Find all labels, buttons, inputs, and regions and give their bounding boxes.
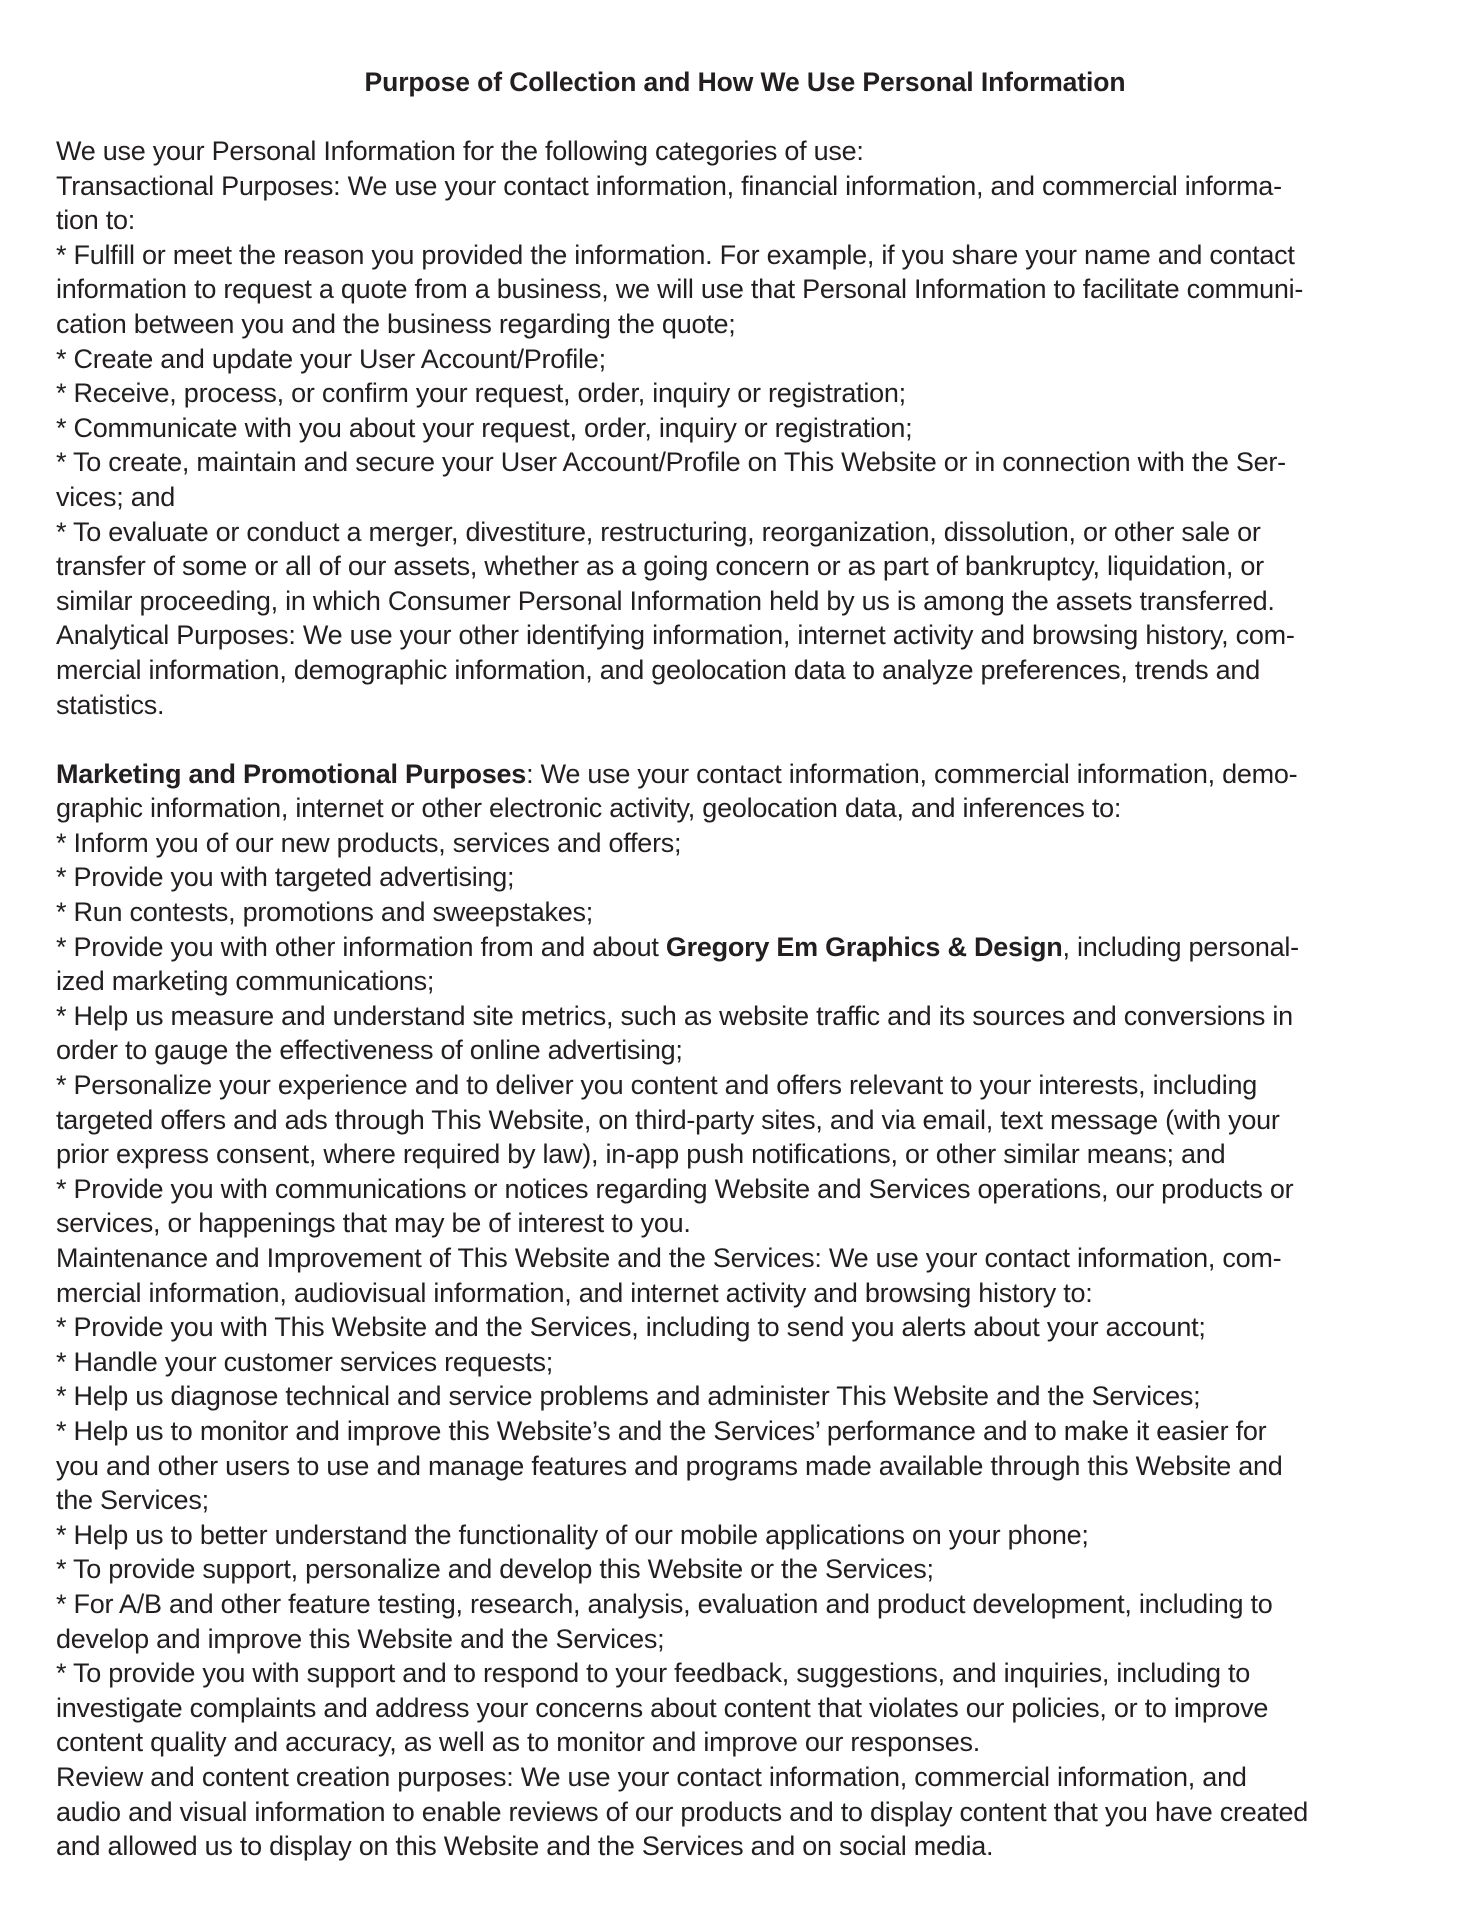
- text-line: mercial information, demographic information, and geolocation data to analyze preferences, trends and: [56, 654, 1260, 685]
- marketing-heading: Marketing and Promotional Purposes: [56, 758, 527, 789]
- text-line: Transactional Purposes: We use your contact information, financial information, and commercial informa-: [56, 170, 1282, 201]
- bullet-line: * Personalize your experience and to deliver you content and offers relevant to your interests, including: [56, 1070, 1257, 1101]
- bullet-line: * To create, maintain and secure your User Account/Profile on This Website or in connection with the Ser-: [56, 447, 1286, 478]
- text-line: tion to:: [56, 205, 136, 236]
- text-line: services, or happenings that may be of interest to you.: [56, 1208, 691, 1239]
- text-line: mercial information, audiovisual information, and internet activity and browsing history to:: [56, 1277, 1093, 1308]
- bullet-text: * Provide you with other information from and about: [56, 931, 666, 962]
- text-line: graphic information, internet or other electronic activity, geolocation data, and inferences to:: [56, 793, 1122, 824]
- bullet-line: * Help us measure and understand site metrics, such as website traffic and its sources and conversions in: [56, 1000, 1293, 1031]
- bullet-line: * Provide you with targeted advertising;: [56, 862, 515, 893]
- text-line: investigate complaints and address your concerns about content that violates our policies, or to improve: [56, 1692, 1269, 1723]
- text-line: information to request a quote from a business, we will use that Personal Information to facilitate communi-: [56, 274, 1304, 305]
- text-line: statistics.: [56, 689, 165, 720]
- bullet-line: * Fulfill or meet the reason you provided the information. For example, if you share your name and contact: [56, 239, 1295, 270]
- marketing-heading-line: [56, 757, 1434, 792]
- bullet-line: * To evaluate or conduct a merger, divestiture, restructuring, reorganization, dissolution, or other sale or: [56, 516, 1261, 547]
- bullet-line: * Create and update your User Account/Profile;: [56, 343, 606, 374]
- bullet-line: * Help us to monitor and improve this Website’s and the Services’ performance and to make it easier for: [56, 1415, 1267, 1446]
- bullet-line: * To provide you with support and to respond to your feedback, suggestions, and inquiries, including to: [56, 1658, 1251, 1689]
- text-line: vices; and: [56, 481, 176, 512]
- text-line: you and other users to use and manage features and programs made available through this Website and: [56, 1450, 1283, 1481]
- text-line: similar proceeding, in which Consumer Personal Information held by us is among the assets transferred.: [56, 585, 1275, 616]
- text-line: audio and visual information to enable reviews of our products and to display content that you have created: [56, 1796, 1309, 1827]
- text-line: targeted offers and ads through This Website, on third-party sites, and via email, text message (with your: [56, 1104, 1280, 1135]
- bullet-line: * For A/B and other feature testing, research, analysis, evaluation and product development, including to: [56, 1588, 1273, 1619]
- text-line: We use your Personal Information for the following categories of use:: [56, 136, 864, 166]
- document-body: [56, 134, 1434, 1864]
- section-marketing: [56, 757, 1434, 999]
- text-line: Review and content creation purposes: We use your contact information, commercial information, and: [56, 1761, 1247, 1792]
- document-page: [56, 64, 1434, 1864]
- text-line: Analytical Purposes: We use your other identifying information, internet activity and browsing history, com-: [56, 620, 1295, 651]
- bullet-line: * Run contests, promotions and sweepstakes;: [56, 897, 594, 928]
- text-line: transfer of some or all of our assets, whether as a going concern or as part of bankruptcy, liquidation, or: [56, 551, 1264, 582]
- text-line: ized marketing communications;: [56, 966, 435, 997]
- company-name: Gregory Em Graphics & Design: [665, 931, 1063, 962]
- text-line: cation between you and the business regarding the quote;: [56, 308, 736, 339]
- text-line: prior express consent, where required by law), in-app push notifications, or other similar means; and: [56, 1139, 1226, 1170]
- bullet-line: [56, 930, 1434, 965]
- text-line: content quality and accuracy, as well as to monitor and improve our responses.: [56, 1727, 980, 1758]
- section-marketing-maintenance-review: [56, 999, 1434, 1864]
- text-line: the Services;: [56, 1485, 209, 1516]
- bullet-line: * Receive, process, or confirm your request, order, inquiry or registration;: [56, 378, 906, 409]
- text-line: order to gauge the effectiveness of online advertising;: [56, 1035, 683, 1066]
- text-line: and allowed us to display on this Website and the Services and on social media.: [56, 1831, 994, 1862]
- bullet-line: * Provide you with This Website and the Services, including to send you alerts about your account;: [56, 1312, 1206, 1343]
- paragraph-gap: [56, 722, 1434, 757]
- text-line: Maintenance and Improvement of This Website and the Services: We use your contact information, com-: [56, 1243, 1282, 1273]
- text-line: develop and improve this Website and the Services;: [56, 1623, 665, 1654]
- section-transactional-analytical: [56, 134, 1434, 722]
- bullet-line: * Help us to better understand the functionality of our mobile applications on your phone;: [56, 1519, 1089, 1550]
- bullet-line: * Inform you of our new products, services and offers;: [56, 827, 682, 858]
- bullet-line: * Communicate with you about your request, order, inquiry or registration;: [56, 412, 913, 443]
- bullet-line: * To provide support, personalize and develop this Website or the Services;: [56, 1554, 934, 1585]
- bullet-line: * Provide you with communications or notices regarding Website and Services operations, our products or: [56, 1173, 1294, 1204]
- bullet-line: * Help us diagnose technical and service problems and administer This Website and the Services;: [56, 1381, 1201, 1412]
- bullet-line: * Handle your customer services requests;: [56, 1346, 553, 1377]
- marketing-heading-rest: : We use your contact information, commercial information, demo-: [526, 758, 1298, 789]
- bullet-text: , including personal-: [1062, 931, 1299, 962]
- document-title: Purpose of Collection and How We Use Personal Information: [364, 67, 1126, 97]
